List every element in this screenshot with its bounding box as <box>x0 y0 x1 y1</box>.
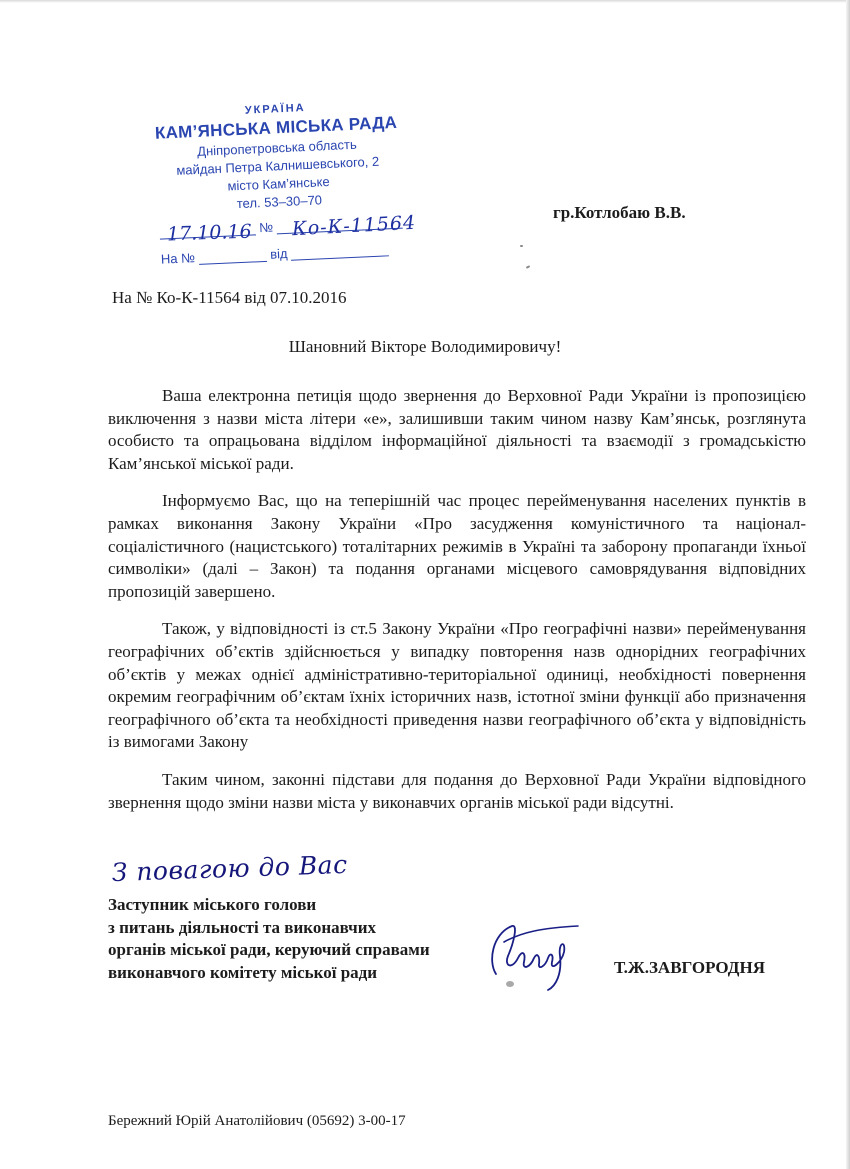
letterhead-council: КАМ’ЯНСЬКА МІСЬКА РАДА <box>154 112 398 143</box>
page-edge-top <box>0 0 850 3</box>
reply-from-label: від <box>269 245 288 262</box>
outgoing-date: 17.10.16 <box>166 220 252 246</box>
body-paragraph: Інформуємо Вас, що на теперішній час процес перейменування населених пунктів в рамках виконання Закону України «Про засудження комуністичного та націонал-соціалістичного (нацистського) тоталітарних режимів в Україні та заборону пропаганди їхньої символіки» (далі – Закон) та подання органами місцевого самоврядування відповідних пропозицій завершено. <box>108 491 806 601</box>
reply-number-label: На № <box>160 250 196 267</box>
handwritten-respect-note: З повагою до Вас <box>111 849 349 888</box>
signer-position-line: виконавчого комітету міської ради <box>108 962 378 982</box>
outgoing-number: Ко-К-11564 <box>291 211 417 241</box>
salutation: Шановний Вікторе Володимировичу! <box>288 337 562 356</box>
page-edge-right <box>846 0 850 1169</box>
handwritten-signature <box>482 912 592 992</box>
scan-speck <box>520 245 523 247</box>
signer-position-line: органів міської ради, керуючий справами <box>108 940 430 959</box>
reply-date-blank <box>291 241 390 260</box>
scan-speck <box>526 265 530 269</box>
addressee: гр.Котлобаю В.В. <box>553 203 686 222</box>
letterhead-city: місто Кам’янське <box>227 173 330 194</box>
letter-body <box>108 385 806 829</box>
signer-position-line: Заступник міського голови <box>108 895 317 914</box>
signer-position-line: з питань діяльності та виконавчих <box>108 917 377 937</box>
reply-registration-row <box>161 241 390 266</box>
reply-number-blank <box>198 247 267 265</box>
letterhead-region: Дніпропетровська область <box>196 136 357 159</box>
signer-position <box>108 894 430 984</box>
letterhead-stamp <box>150 97 407 273</box>
body-paragraph: Таким чином, законні підстави для подання до Верховної Ради України відповідного звернення щодо зміни назви міста у виконавчих органів міської ради відсутні. <box>108 769 806 812</box>
body-paragraph: Також, у відповідності із ст.5 Закону України «Про географічні назви» перейменування географічних об’єктів здійснюється у випадку повторення назв однорідних географічних об’єктів у межах однієї адміністративно-територіальної одиниці, необхідності повернення окремим географічним об’єктам їхніх історичних назв, істотної зміни функції або призначення географічного об’єкта та необхідності приведення назви географічного об’єкта у відповідність із вимогами Закону <box>108 619 806 752</box>
letterhead-country: УКРАЇНА <box>244 101 306 117</box>
letterhead-phone: тел. 53–30–70 <box>236 192 323 212</box>
signer-name: Т.Ж.ЗАВГОРОДНЯ <box>614 958 766 977</box>
executor-contact: Бережний Юрій Анатолійович (05692) 3-00-17 <box>108 1113 406 1129</box>
reference-line: На № Ко-К-11564 від 07.10.2016 <box>112 288 347 307</box>
body-paragraph: Ваша електронна петиція щодо звернення до Верховної Ради України із пропозицією виключення з назви міста літери «е», залишивши таким чином назву Кам’янськ, розглянута особисто та опрацьована відділом інформаційної діяльності та взаємодії з громадськістю Кам’янської міської ради. <box>108 386 806 473</box>
letterhead-street: майдан Петра Калнишевського, 2 <box>176 153 380 178</box>
outgoing-number-label: № <box>258 219 274 236</box>
